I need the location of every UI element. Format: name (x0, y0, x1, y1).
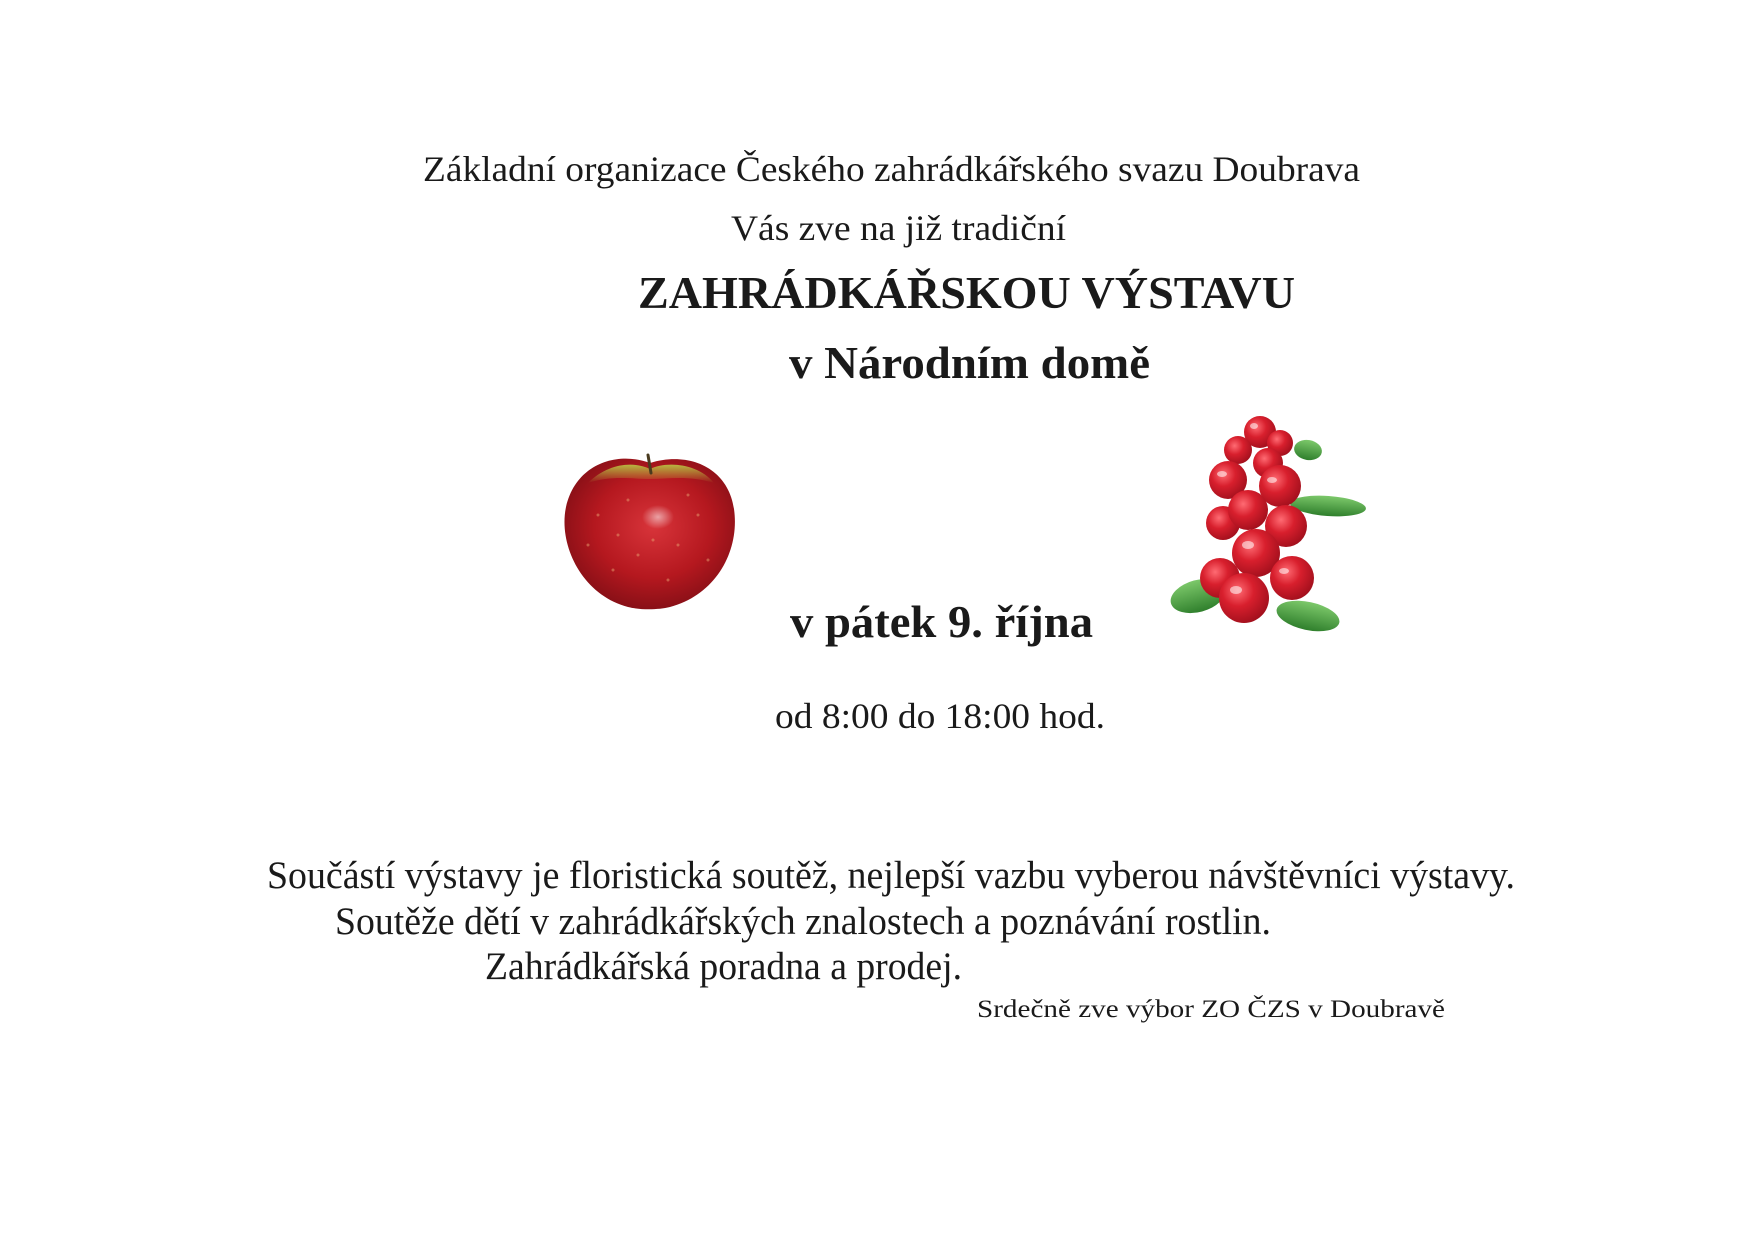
venue-line: v Národním domě (789, 337, 1150, 388)
cranberries-icon (1168, 408, 1368, 636)
detail-line-advisory-sale: Zahrádkářská poradna a prodej. (485, 945, 962, 988)
event-date: v pátek 9. října (790, 596, 1093, 647)
detail-line-children-contest: Soutěže dětí v zahrádkářských znalostech a poznávání rostlin. (335, 900, 1271, 943)
invite-line: Vás zve na již tradiční (731, 208, 1066, 248)
exhibition-title: ZAHRÁDKÁŘSKOU VÝSTAVU (638, 267, 1295, 318)
event-time: od 8:00 do 18:00 hod. (775, 696, 1105, 736)
detail-line-floristic-contest: Součástí výstavy je floristická soutěž, nejlepší vazbu vyberou návštěvníci výstavy. (267, 854, 1515, 897)
signature: Srdečně zve výbor ZO ČZS v Doubravě (977, 996, 1445, 1023)
apple-icon (558, 445, 742, 611)
organizer-line: Základní organizace Českého zahrádkářského svazu Doubrava (423, 149, 1360, 189)
